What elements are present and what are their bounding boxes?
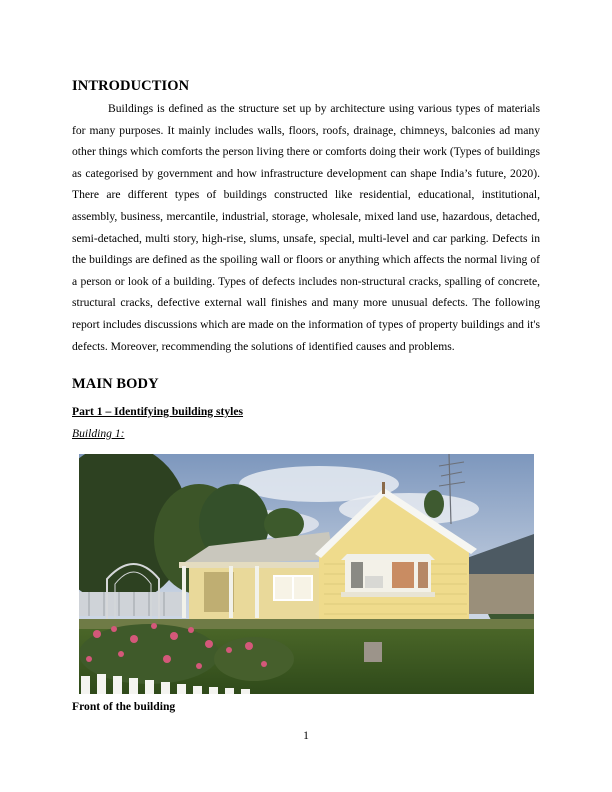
introduction-heading: INTRODUCTION [72, 78, 190, 94]
introduction-paragraph [72, 98, 540, 357]
part-1-heading: Part 1 – Identifying building styles [72, 405, 244, 418]
main-body-heading: MAIN BODY [72, 376, 159, 392]
page-number: 1 [303, 729, 309, 742]
introduction-text: Buildings is defined as the structure set up by architecture using various types of materials for many purposes. It mainly includes walls, floors, roofs, drainage, chimneys, balconies ad many other things which comforts the person living there or comforts doing their work (Types of buildings as categorised by government and how infrastructure development can shape India’s future, 2020). There are different types of buildings constructed like residential, educational, institutional, assembly, business, mercantile, industrial, storage, wholesale, mixed land use, hazardous, detached, semi-detached, multi story, high-rise, slums, unsafe, special, multi-level and car parking. Defects in the buildings are defined as the spoiling wall or floors or anything which affects the normal living of a person or look of a building. Types of defects includes non-structural cracks, spalling of concrete, structural cracks, defective external wall finishes and many more unusual defects. The following report includes discussions which are made on the information of types of property buildings and it's defects. Moreover, recommending the solutions of identified causes and problems. [72, 102, 540, 353]
image-caption: Front of the building [72, 700, 176, 713]
building-front-photo [79, 454, 534, 694]
building-1-label: Building 1: [72, 427, 125, 440]
